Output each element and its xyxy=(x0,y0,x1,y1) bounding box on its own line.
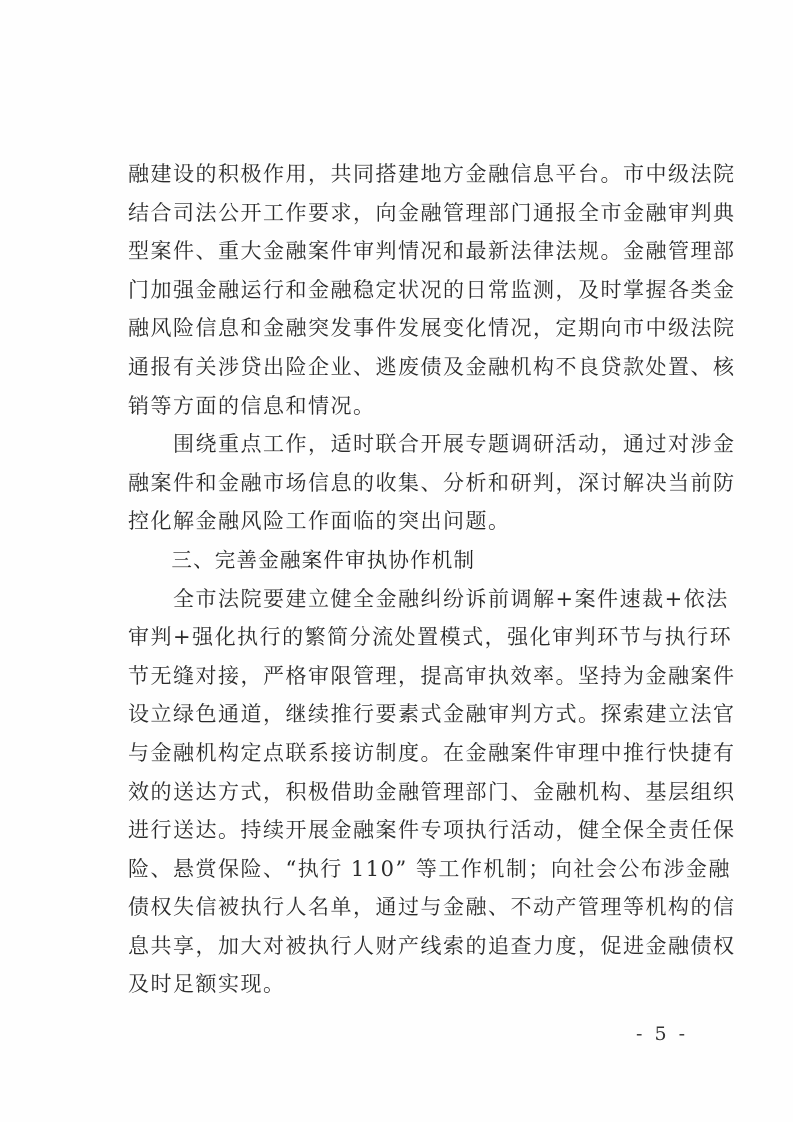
text-line: 融风险信息和金融突发事件发展变化情况，定期向市中级法院 xyxy=(128,316,736,341)
text-line: 融案件和金融市场信息的收集、分析和研判，深讨解决当前防 xyxy=(128,470,736,495)
text-line: 门加强金融运行和金融稳定状况的日常监测，及时掌握各类金 xyxy=(128,277,736,302)
text-line: 债权失信被执行人名单，通过与金融、不动产管理等机构的信 xyxy=(128,895,736,920)
text-line: 销等方面的信息和情况。 xyxy=(128,393,376,418)
text-line: 息共享，加大对被执行人财产线索的追查力度，促进金融债权 xyxy=(128,933,736,958)
text-line: 通报有关涉贷出险企业、逃废债及金融机构不良贷款处置、核 xyxy=(128,354,736,379)
text-line: 节无缝对接，严格审限管理，提高审执效率。坚持为金融案件 xyxy=(128,663,736,688)
page-number: - 5 - xyxy=(636,1023,689,1045)
text-line: 险、悬赏保险、“执行 110” 等工作机制；向社会公布涉金融 xyxy=(128,856,731,881)
text-line: 型案件、重大金融案件审判情况和最新法律法规。金融管理部 xyxy=(128,239,736,264)
text-line: 进行送达。持续开展金融案件专项执行活动，健全保全责任保 xyxy=(128,818,736,843)
text-line: 全市法院要建立健全金融纠纷诉前调解+案件速裁+依法 xyxy=(128,586,729,611)
text-line: 结合司法公开工作要求，向金融管理部门通报全市金融审判典 xyxy=(128,200,736,225)
section-heading: 三、完善金融案件审执协作机制 xyxy=(128,547,476,572)
text-line: 审判+强化执行的繁简分流处置模式，强化审判环节与执行环 xyxy=(128,625,733,650)
text-line: 融建设的积极作用，共同搭建地方金融信息平台。市中级法院 xyxy=(128,162,736,186)
text-line: 与金融机构定点联系接访制度。在金融案件审理中推行快捷有 xyxy=(128,740,736,765)
text-line: 控化解金融风险工作面临的突出问题。 xyxy=(128,509,511,534)
text-line: 效的送达方式，积极借助金融管理部门、金融机构、基层组织 xyxy=(128,779,736,804)
text-line: 围绕重点工作，适时联合开展专题调研活动，通过对涉金 xyxy=(128,432,736,457)
text-line: 设立绿色通道，继续推行要素式金融审判方式。探索建立法官 xyxy=(128,702,736,727)
body-text xyxy=(128,155,736,1004)
text-line: 及时足额实现。 xyxy=(128,972,286,997)
